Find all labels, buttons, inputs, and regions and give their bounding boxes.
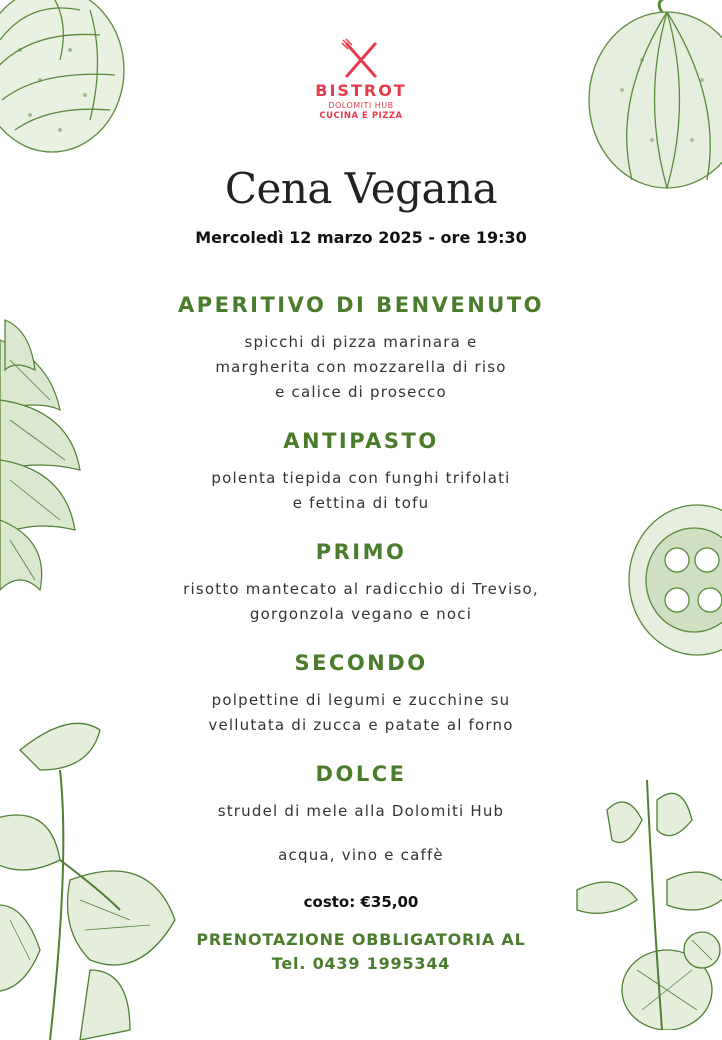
squash-plant-illustration-icon <box>0 710 195 1040</box>
section-description <box>0 466 722 516</box>
section-heading: APERITIVO DI BENVENUTO <box>177 293 545 317</box>
description-line: strudel di mele alla Dolomiti Hub <box>217 802 505 820</box>
description-line: e calice di prosecco <box>275 383 447 401</box>
bistrot-logo <box>291 38 431 122</box>
section-primo <box>0 539 722 627</box>
section-heading: PRIMO <box>315 540 407 564</box>
logo-tagline: CUCINA E PIZZA <box>319 111 403 121</box>
section-description <box>0 330 722 405</box>
section-aperitivo <box>0 292 722 405</box>
phone-number: Tel. 0439 1995344 <box>271 954 451 973</box>
lemon-illustration-icon <box>0 0 135 170</box>
description-line: risotto mantecato al radicchio di Treviso, <box>183 580 539 598</box>
page-title: Cena Vegana <box>224 164 498 213</box>
section-heading: ANTIPASTO <box>283 429 439 453</box>
section-heading: SECONDO <box>294 651 428 675</box>
section-heading: DOLCE <box>315 762 407 786</box>
section-description <box>0 577 722 627</box>
description-line: polenta tiepida con funghi trifolati <box>211 469 511 487</box>
description-line: spicchi di pizza marinara e <box>244 333 478 351</box>
event-date: Mercoledì 12 marzo 2025 - ore 19:30 <box>195 228 527 247</box>
section-antipasto <box>0 428 722 516</box>
description-line: margherita con mozzarella di riso <box>215 358 507 376</box>
fork-knife-icon <box>341 38 381 80</box>
price: costo: €35,00 <box>303 893 419 911</box>
description-line: polpettine di legumi e zucchine su <box>211 691 511 709</box>
section-description <box>0 799 722 824</box>
section-dolce <box>0 761 722 824</box>
section-secondo <box>0 650 722 738</box>
section-description <box>0 688 722 738</box>
booking-notice: PRENOTAZIONE OBBLIGATORIA AL <box>196 930 526 949</box>
description-line: vellutata di zucca e patate al forno <box>208 716 514 734</box>
logo-name: BISTROT <box>315 81 407 100</box>
description-line: e fettina di tofu <box>292 494 430 512</box>
drinks-note: acqua, vino e caffè <box>278 846 444 864</box>
logo-subtitle: DOLOMITI HUB <box>328 101 394 110</box>
description-line: gorgonzola vegano e noci <box>249 605 473 623</box>
booking-info <box>0 928 722 976</box>
